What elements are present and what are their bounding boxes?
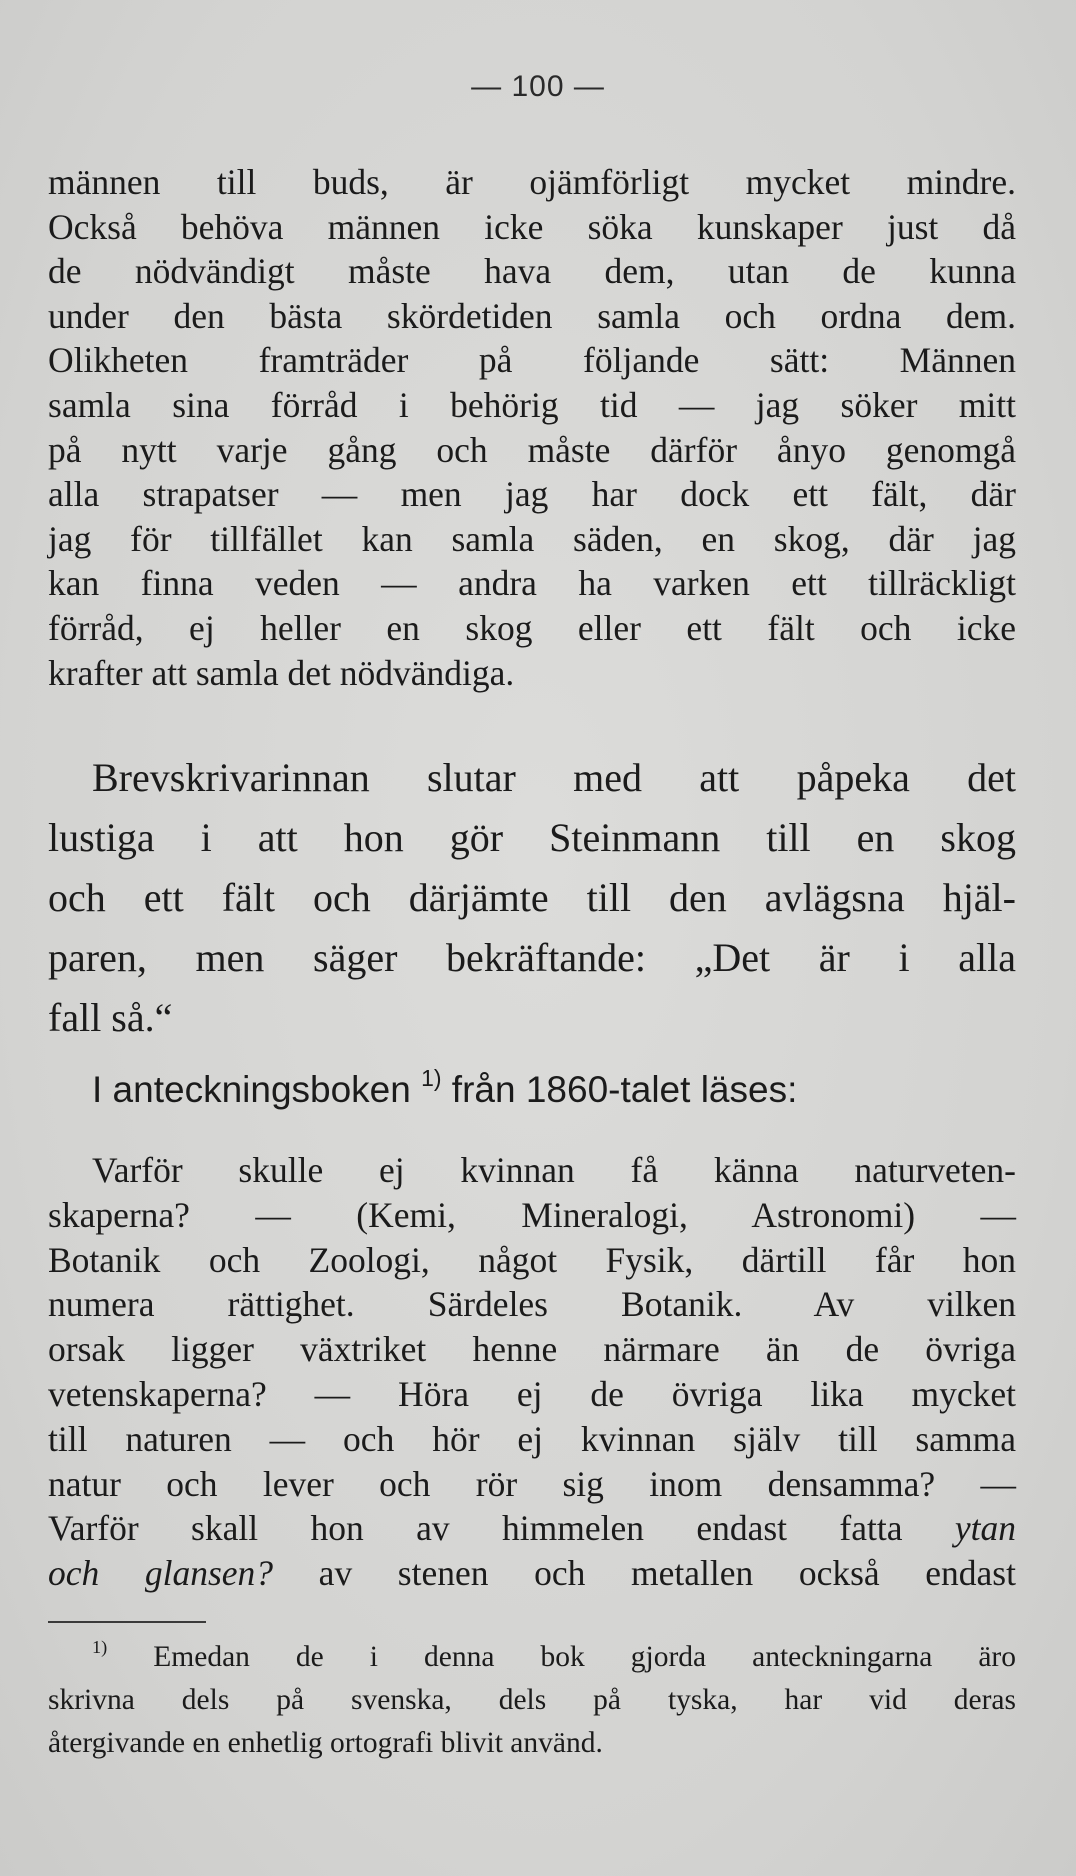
- text-line: Brevskrivarinnan slutar med att påpeka det: [92, 755, 1016, 800]
- text-line: återgivande en enhetlig ortografi blivit använd.: [48, 1727, 603, 1759]
- italic-text: och glansen?: [48, 1553, 274, 1594]
- main-paragraph: [48, 748, 1016, 1048]
- intro-text: från 1860-talet läses:: [441, 1069, 798, 1110]
- text-line: till naturen — och hör ej kvinnan själv till samma: [48, 1418, 1016, 1459]
- text-line: paren, men säger bekräftande: „Det är i alla: [48, 935, 1016, 980]
- text-line: krafter att samla det nödvändiga.: [48, 652, 515, 693]
- notebook-intro: [48, 1060, 1016, 1120]
- footnote-text: Emedan de i denna bok gjorda anteckningarna äro: [107, 1641, 1016, 1673]
- footnote-divider: [48, 1621, 206, 1623]
- footnote-marker: 1): [92, 1637, 108, 1658]
- footnote-reference: 1): [421, 1064, 442, 1091]
- quoted-letter-text: [48, 160, 1016, 695]
- page-number: — 100 —: [471, 70, 605, 103]
- text-span: Varför skall hon av himmelen endast fatta: [48, 1508, 955, 1549]
- intro-text: I anteckningsboken: [92, 1069, 411, 1110]
- text-line: [48, 1060, 1016, 1120]
- text-line: skrivna dels på svenska, dels på tyska, har vid deras: [48, 1684, 1016, 1716]
- text-span: av stenen och metallen också endast: [273, 1553, 1016, 1594]
- notebook-excerpt: [48, 1148, 1016, 1596]
- text-line: vetenskaperna? — Höra ej de övriga lika mycket: [48, 1373, 1016, 1414]
- text-line: kan finna veden — andra ha varken ett tillräckligt: [48, 563, 1016, 604]
- text-line: och ett fält och därjämte till den avlägsna hjäl-: [48, 875, 1016, 920]
- text-line: [48, 1506, 1016, 1551]
- text-line: Botanik och Zoologi, något Fysik, därtill får hon: [48, 1239, 1016, 1280]
- text-line: [48, 1636, 1016, 1679]
- text-line: skaperna? — (Kemi, Mineralogi, Astronomi) —: [48, 1194, 1016, 1235]
- text-line: lustiga i att hon gör Steinmann till en skog: [48, 815, 1016, 860]
- text-line: männen till buds, är ojämförligt mycket mindre.: [48, 162, 1016, 202]
- text-line: under den bästa skördetiden samla och ordna dem.: [48, 295, 1016, 336]
- text-line: fall så.“: [48, 995, 173, 1040]
- text-line: alla strapatser — men jag har dock ett fält, där: [48, 474, 1016, 515]
- text-line: Olikheten framträder på följande sätt: Männen: [48, 340, 1016, 381]
- text-line: Också behöva männen icke söka kunskaper just då: [48, 206, 1016, 247]
- text-line: de nödvändigt måste hava dem, utan de kunna: [48, 251, 1016, 292]
- footnote: [48, 1636, 1016, 1765]
- text-line: samla sina förråd i behörig tid — jag söker mitt: [48, 384, 1016, 425]
- italic-text: ytan: [954, 1508, 1016, 1549]
- text-line: natur och lever och rör sig inom densamma? —: [48, 1463, 1016, 1504]
- text-line: jag för tillfället kan samla säden, en skog, där jag: [48, 518, 1016, 559]
- text-line: [48, 1551, 1016, 1596]
- text-line: numera rättighet. Särdeles Botanik. Av vilken: [48, 1284, 1016, 1325]
- text-line: förråd, ej heller en skog eller ett fält och icke: [48, 607, 1016, 648]
- text-line: på nytt varje gång och måste därför ånyo genomgå: [48, 429, 1016, 470]
- text-line: orsak ligger växtriket henne närmare än de övriga: [48, 1329, 1016, 1370]
- text-line: Varför skulle ej kvinnan få känna naturveten-: [92, 1150, 1016, 1190]
